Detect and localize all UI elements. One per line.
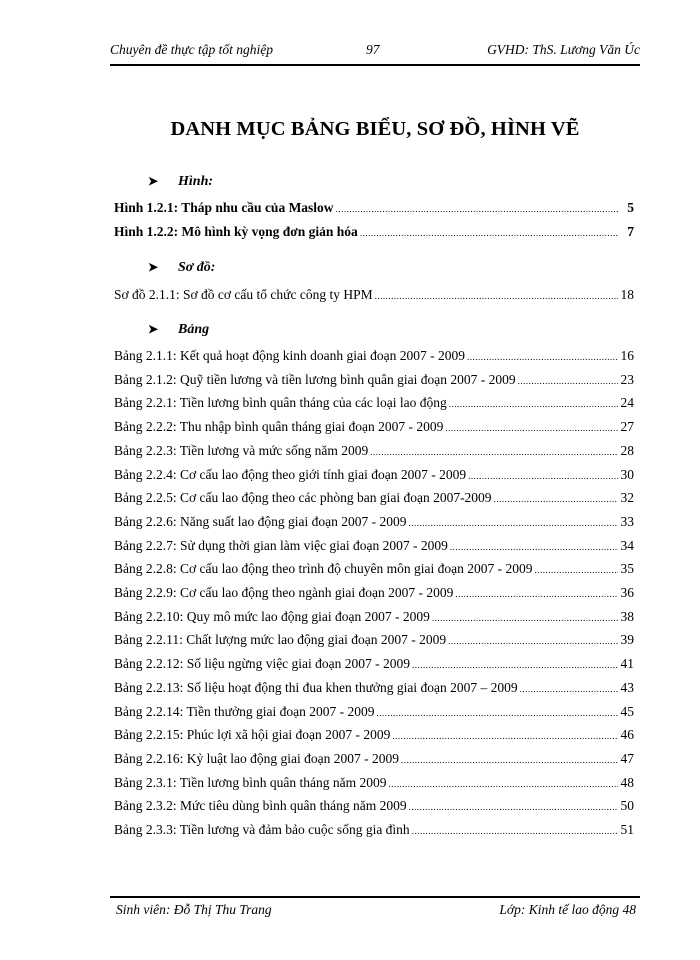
- toc-entry-table: Bảng 2.2.3: Tiền lương và mức sống năm 2009 ..... 28: [114, 443, 634, 461]
- toc-entry-figure: Hình 1.2.1: Tháp nhu cầu của Maslow ..... 5: [114, 200, 634, 218]
- toc-entry-table: Bảng 2.3.2: Mức tiêu dùng bình quân tháng năm 2009 ..... 50: [114, 798, 634, 816]
- header-divider: [110, 64, 640, 66]
- page-title: DANH MỤC BẢNG BIỂU, SƠ ĐỒ, HÌNH VẼ: [170, 118, 580, 140]
- toc-entry-table: Bảng 2.2.8: Cơ cấu lao động theo trình độ chuyên môn giai đoạn 2007 - 2009 ..... 35: [114, 561, 634, 579]
- section-heading-tables: ➤ Bảng: [148, 322, 210, 337]
- header-advisor: GVHD: ThS. Lương Văn Úc: [487, 42, 640, 57]
- arrow-bullet-icon: ➤: [148, 174, 159, 188]
- toc-entry-table: Bảng 2.2.2: Thu nhập bình quân tháng giai đoạn 2007 - 2009 ..... 27: [114, 419, 634, 437]
- section-heading-diagrams: ➤ Sơ đồ:: [148, 260, 216, 275]
- toc-entry-table: Bảng 2.2.9: Cơ cấu lao động theo ngành giai đoạn 2007 - 2009 ..... 36: [114, 585, 634, 603]
- toc-entry-table: Bảng 2.2.1: Tiền lương bình quân tháng của các loại lao động ..... 24: [114, 395, 634, 413]
- header-page-number: 97: [366, 42, 380, 57]
- toc-entry-table: Bảng 2.3.3: Tiền lương và đảm bảo cuộc sống gia đình ..... 51: [114, 822, 634, 840]
- toc-entry-table: Bảng 2.2.6: Năng suất lao động giai đoạn 2007 - 2009 ..... 33: [114, 514, 634, 532]
- toc-entry-table: Bảng 2.2.7: Sử dụng thời gian làm việc giai đoạn 2007 - 2009 ..... 34: [114, 538, 634, 556]
- toc-entry-table: Bảng 2.1.1: Kết quả hoạt động kinh doanh giai đoạn 2007 - 2009 ..... 16: [114, 348, 634, 366]
- toc-entry-table: Bảng 2.2.10: Quy mô mức lao động giai đoạn 2007 - 2009 ..... 38: [114, 609, 634, 627]
- arrow-bullet-icon: ➤: [148, 260, 159, 274]
- toc-entry-table: Bảng 2.2.16: Kỷ luật lao động giai đoạn 2007 - 2009 ..... 47: [114, 751, 634, 769]
- toc-entry-table: Bảng 2.2.12: Số liệu ngừng việc giai đoạn 2007 - 2009 ..... 41: [114, 656, 634, 674]
- toc-entry-figure: Hình 1.2.2: Mô hình kỳ vọng đơn giản hóa ..... 7: [114, 224, 634, 242]
- header-course-title: Chuyên đề thực tập tốt nghiệp: [110, 42, 273, 57]
- arrow-bullet-icon: ➤: [148, 322, 159, 336]
- toc-entry-diagram: Sơ đồ 2.1.1: Sơ đồ cơ cấu tổ chức công ty HPM ..... 18: [114, 287, 634, 305]
- toc-entry-table: Bảng 2.2.15: Phúc lợi xã hội giai đoạn 2007 - 2009 ..... 46: [114, 727, 634, 745]
- toc-entry-table: Bảng 2.2.4: Cơ cấu lao động theo giới tính giai đoạn 2007 - 2009 ..... 30: [114, 467, 634, 485]
- page-header: [110, 38, 640, 62]
- toc-entry-table: Bảng 2.2.11: Chất lượng mức lao động giai đoạn 2007 - 2009 ..... 39: [114, 632, 634, 650]
- toc-entry-table: Bảng 2.2.14: Tiền thưởng giai đoạn 2007 - 2009 ..... 45: [114, 704, 634, 722]
- footer-divider: [110, 896, 640, 898]
- toc-entry-table: Bảng 2.1.2: Quỹ tiền lương và tiền lương bình quân giai đoạn 2007 - 2009 ..... 23: [114, 372, 634, 390]
- footer-class: Lớp: Kinh tế lao động 48: [499, 902, 636, 917]
- toc-entry-table: Bảng 2.2.5: Cơ cấu lao động theo các phòng ban giai đoạn 2007-2009 ..... 32: [114, 490, 634, 508]
- toc-entry-table: Bảng 2.2.13: Số liệu hoạt động thi đua khen thưởng giai đoạn 2007 – 2009 ..... 43: [114, 680, 634, 698]
- toc-entry-table: Bảng 2.3.1: Tiền lương bình quân tháng năm 2009 ..... 48: [114, 775, 634, 793]
- footer-student: Sinh viên: Đỗ Thị Thu Trang: [116, 902, 272, 917]
- section-heading-figures: ➤ Hình:: [148, 174, 214, 189]
